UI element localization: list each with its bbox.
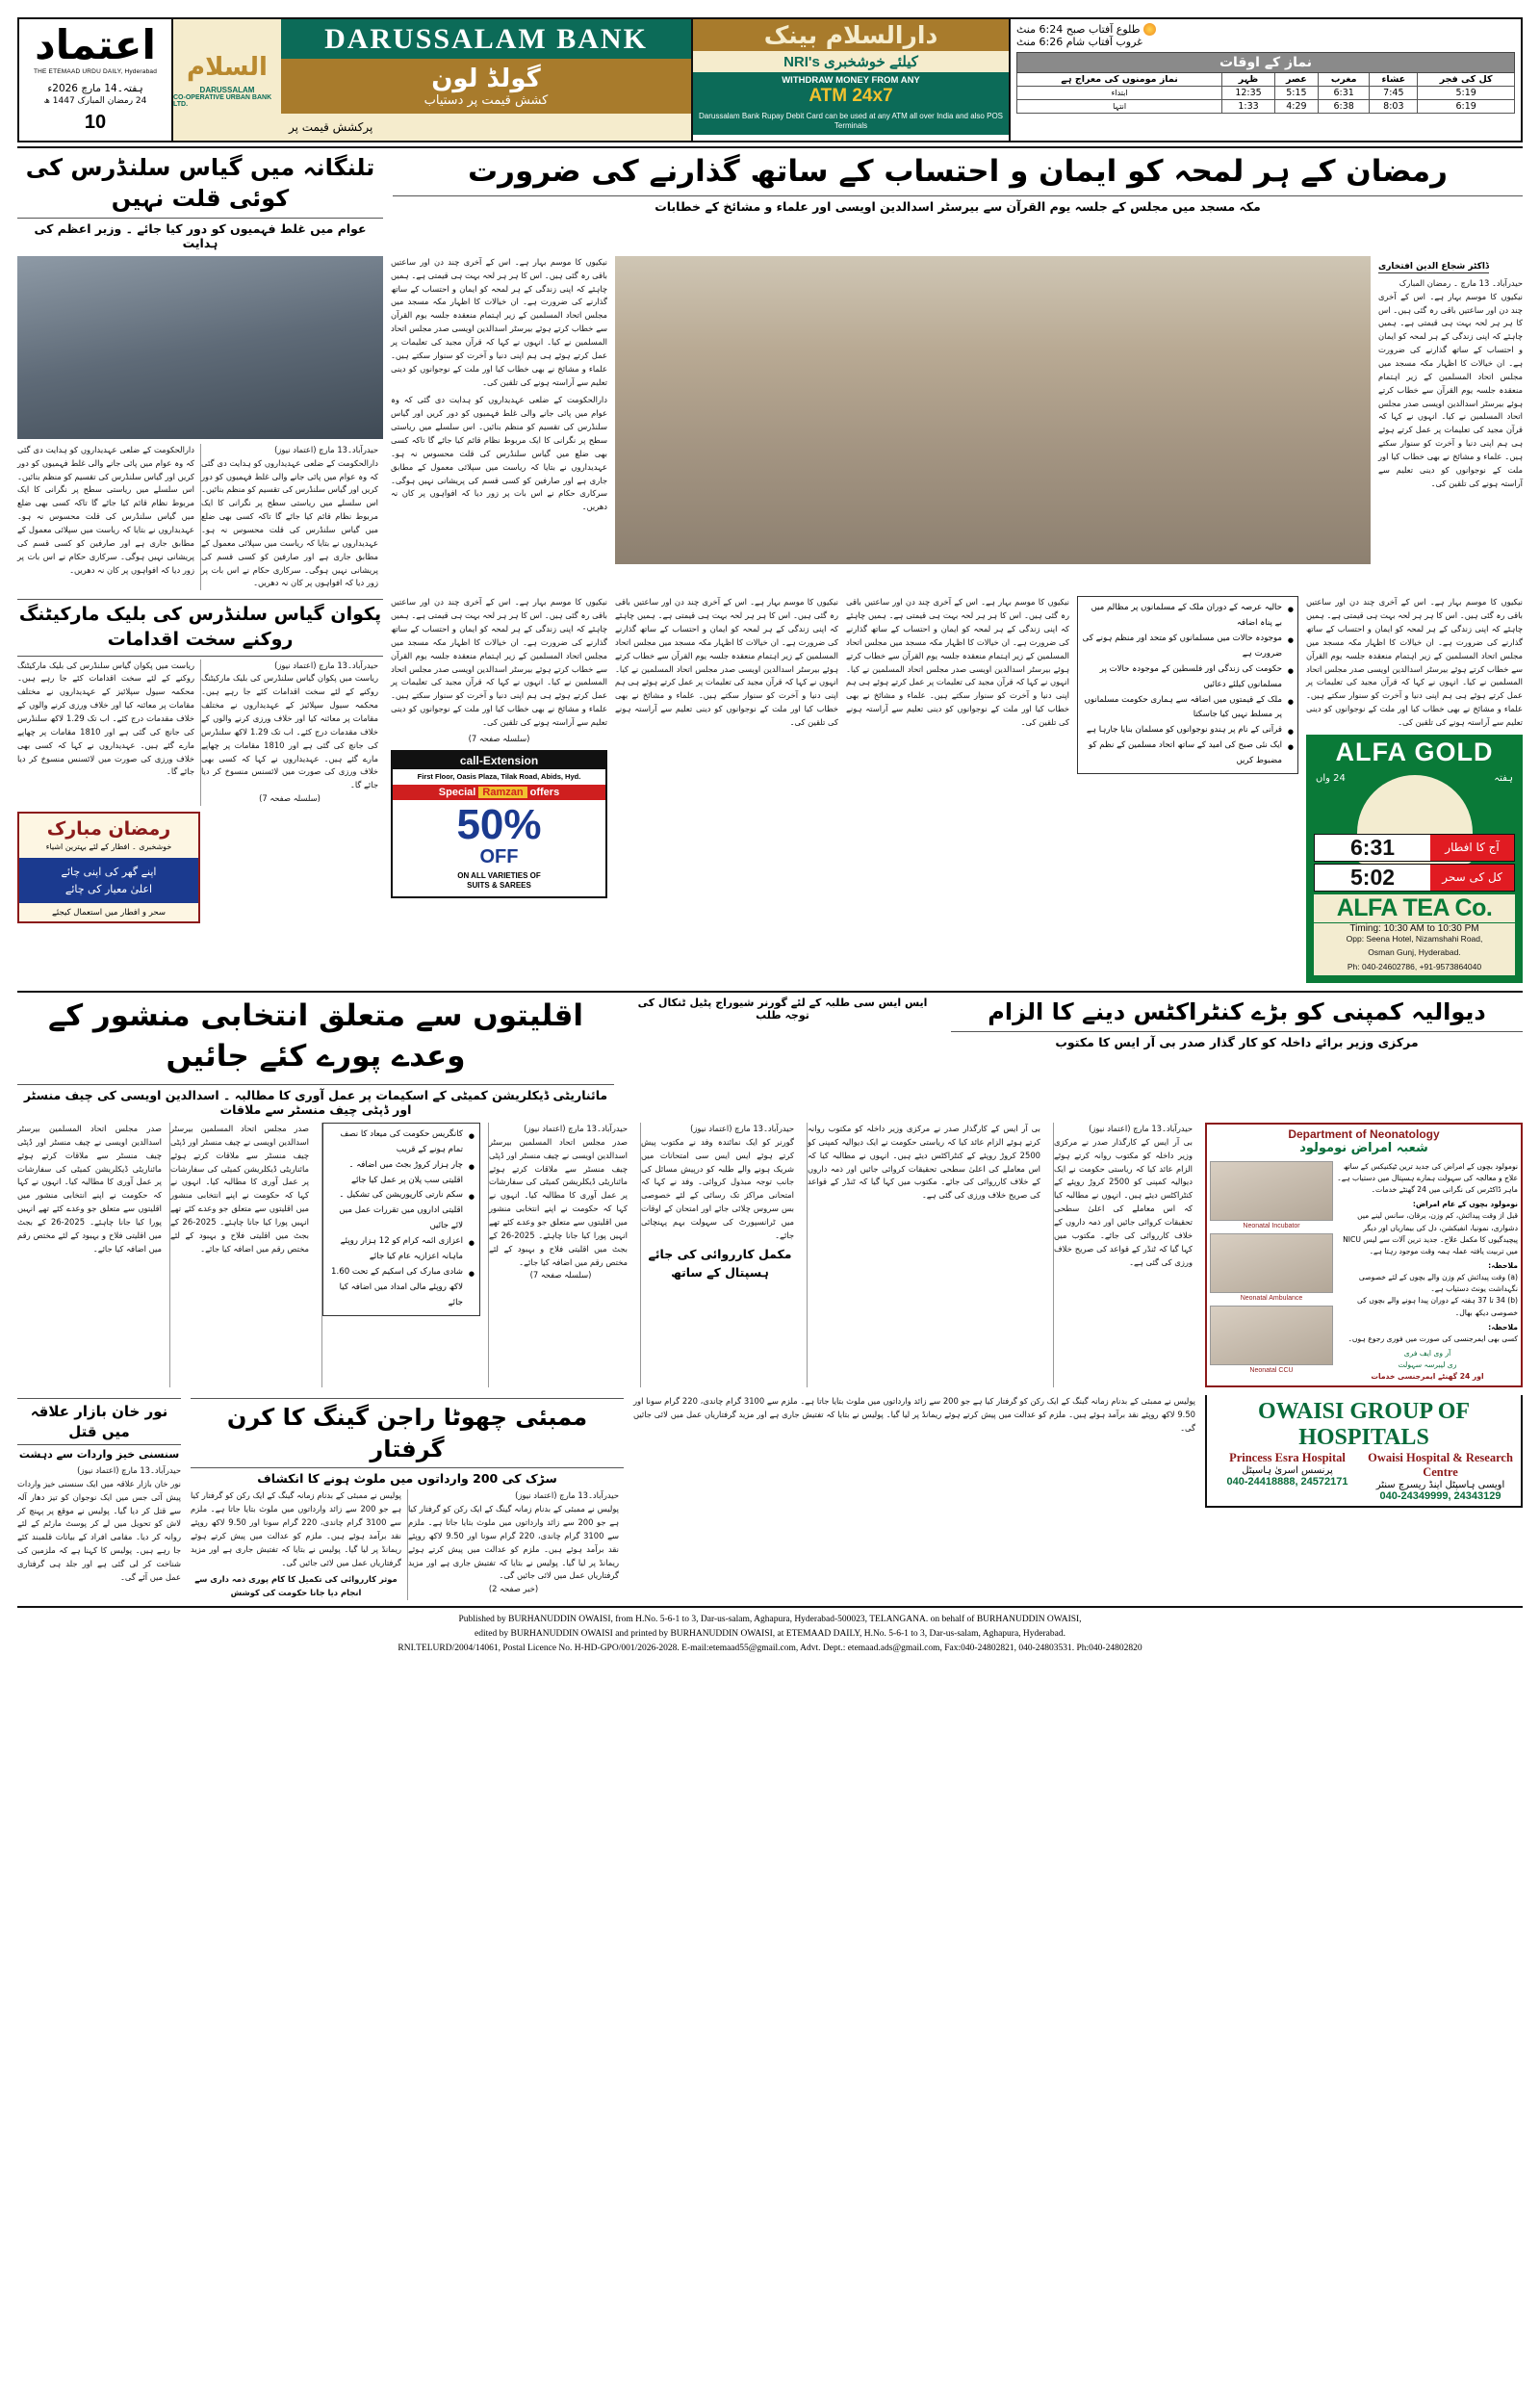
left-column-group [17, 256, 383, 590]
m-bullet-1: ● چار ہزار کروڑ بجٹ میں اضافہ ۔ اقلیتی سب پلان پر عمل کیا جائے [327, 1158, 475, 1189]
bullet-2: ● حکومت کی زندگی اور فلسطین کے موجودہ حالات پر مسلمانوں کیلئے دعائیں [1082, 662, 1294, 693]
alfa-gold-title: ALFA GOLD [1308, 737, 1521, 769]
alfa-iftar-label: آج کا افطار [1430, 835, 1514, 861]
manifesto-body-b: صدر مجلس اتحاد المسلمین بیرسٹر اسدالدین اویسی نے چیف منسٹر اور ڈپٹی چیف منسٹر سے ملاقات کرتے ہوئے مائناریٹی ڈیکلریشن کمیٹی کی سفارشات پر عمل آوری کا مطالبہ کیا۔ انہوں نے کہا کہ حکومت نے اپنے انتخابی منشور میں اقلیتوں سے متعلق جو وعدے کئے تھے انہیں پورا کیا جانا چاہئے۔ 2025-26 کے بجٹ میں اقلیتی فلاح و بہبود کے لئے مختص رقم میں اضافہ کیا جائے۔ [170, 1123, 309, 1254]
main-byline: ڈاکٹر شجاع الدین افتخاری [1378, 261, 1489, 272]
issue-date-hijri: 24 رمضان المبارک 1447 ھ [43, 96, 147, 106]
bank-content [281, 19, 691, 141]
cell-r1-c3: 4:29 [1274, 100, 1318, 114]
ramzan-ad-sub: خوشخبری ۔ افطار کے لئے بہترین اشیاء [45, 841, 172, 851]
ad-neonatology[interactable] [1205, 1123, 1523, 1388]
gas-headline-block [17, 152, 383, 250]
sun-icon [1143, 23, 1156, 36]
neo-line-a: (a) وقت پیدائش کم وزن والے بچوں کے لئے خصوصی نگہداشت یونٹ دستیاب ہے۔ [1358, 1273, 1518, 1294]
gas-story-columns [17, 444, 383, 590]
sale-band-mid: Ramzan [478, 787, 526, 798]
hospital-1-name: Princess Esra Hospital [1229, 1451, 1346, 1465]
filler-text-1: پولیس نے ممبئی کے بدنام زمانہ گینگ کے ایک رکن کو گرفتار کیا ہے جو 200 سے زائد وارداتوں میں ملوث بتایا جاتا ہے۔ ملزم سے 3100 گرام چاندی، 220 گرام سونا اور 9.50 لاکھ روپئے نقد برآمد ہوئے ہیں۔ ملزم کو عدالت میں پیش کرتے ہوئے ریمانڈ پر لیا گیا۔ پولیس نے بتایا کہ تفتیش جاری ہے اور مزید گرفتاریاں عمل میں لائی جائیں گی۔ [633, 1396, 1195, 1434]
bank-logo-en-1: DARUSSALAM [199, 85, 255, 94]
gang-col-1 [191, 1489, 401, 1600]
gang-subhead: سڑک کی 200 وارداتوں میں ملوث ہونے کا انکشاف [257, 1471, 557, 1487]
cell-r0-c2: 6:31 [1318, 87, 1369, 100]
governor-col [640, 1123, 799, 1388]
neo-line-b: (b) 34 تا 37 ہفتہ کے دوران پیدا ہونے والے بچوں کی خصوصی دیکھ بھال۔ [1356, 1296, 1518, 1317]
alfa-iftar-row [1314, 834, 1515, 862]
manifesto-headline-wrap [17, 996, 614, 1077]
blackmarket-headline[interactable]: پکوان گیاس سلنڈرس کی بلیک مارکیٹنگ روکنے سخت اقدامات [18, 604, 382, 650]
sale-ad-foot [393, 868, 605, 896]
governor-kicker-wrap [624, 996, 941, 1077]
gold-loan-sub: کشش قیمت پر دستیاب [424, 93, 549, 108]
sale-brand-text: call-Extension [459, 753, 539, 767]
manifesto-body-d: صدر مجلس اتحاد المسلمین بیرسٹر اسدالدین اویسی نے چیف منسٹر اور ڈپٹی چیف منسٹر سے ملاقات کرتے ہوئے مائناریٹی ڈیکلریشن کمیٹی کی سفارشات پر عمل آوری کا مطالبہ کیا۔ انہوں نے کہا کہ حکومت نے اپنے انتخابی منشور میں اقلیتوں سے متعلق جو وعدے کئے تھے انہیں پورا کیا جانا چاہئے۔ 2025-26 کے بجٹ میں اقلیتی فلاح و بہبود کے لئے مختص رقم میں اضافہ کیا جائے۔ [489, 1136, 628, 1267]
right-text-col-2 [846, 596, 1069, 983]
ad-ramzan-mubarak[interactable] [17, 812, 200, 923]
manifesto-col-b [169, 1123, 314, 1388]
neo-head-2: ملاحظہ: [1488, 1261, 1518, 1271]
bm-body-2: ریاست میں پکوان گیاس سلنڈرس کی بلیک مارکیٹنگ روکنے کے لئے سخت اقدامات کئے جا رہے ہیں۔ محکمہ سیول سپلائیز کے عہدیداروں نے مختلف مقامات پر معائنہ کیا اور خلاف ورزی کرنے والوں کے خلاف مقدمات درج کئے۔ اب تک 1.29 لاکھ سلنڈرس کی جانچ کی گئی ہے اور 1810 مقامات پر چھاپے مارے گئے ہیں۔ عہدیداروں نے کہا کہ کسی بھی خلاف ورزی کی صورت میں لائسنس منسوخ کر دیا جائے گا۔ [201, 673, 378, 790]
bullet-4: ● قرآنی کے نام پر ہندو نوجوانوں کو مسلمان بنایا جارہا ہے [1082, 723, 1294, 738]
ramzan-ad-blue-2: اعلیٰ معیار کی چائے [64, 882, 153, 895]
gang-col-2 [407, 1489, 624, 1600]
bullet-0: ● حالیہ عرصہ کے دوران ملک کے مسلمانوں پر مظالم میں بے پناہ اضافہ [1082, 601, 1294, 632]
neo-cap-1: Neonatal Incubator [1243, 1222, 1300, 1229]
hospital-ad-col [1205, 1123, 1523, 1388]
neo-intro: نومولود بچوں کے امراض کی جدید ترین ٹیکنیکس کے ساتھ علاج و معالجہ کی سہولت ہمارے ہسپتال میں دستیاب ہے۔ ماہر ڈاکٹرس کی نگرانی میں 24 گھنٹے خدمات۔ [1337, 1161, 1518, 1195]
footer-line-3: RNI.TELURD/2004/14061, Postal Licence No. H-HD-GPO/001/2026-2028. E-mail:etemaad55@gmail.com, Advt. Dept.: etemaad.ads@gmail.com, Fax:040-24802821, 040-24803531. Ph:040-24802820 [398, 1643, 1142, 1653]
manifesto-subhead: مائناریٹی ڈیکلریشن کمیٹی کے اسکیمات پر عمل آوری کا مطالبہ ۔ اسدالدین اویسی کی چیف منسٹر اور ڈپٹی چیف منسٹر سے ملاقات [23, 1087, 608, 1117]
contractor-dateline: حیدرآباد۔13 مارچ (اعتماد نیوز) [1089, 1123, 1193, 1133]
m-bullet-4: ● شادی مبارک کی اسکیم کے تحت 1.60 لاکھ روپئے مالی امداد میں اضافہ کیا جائے [327, 1265, 475, 1311]
rupay-card-text: Darussalam Bank Rupay Debit Card can be used at any ATM all over India and also POS Terminals [693, 110, 1009, 135]
sale-ad-off: OFF [479, 845, 519, 867]
cell-r0-c3: 5:15 [1274, 87, 1318, 100]
bank-logo-arabic: السلام [187, 52, 268, 82]
sale-ad-brand [393, 752, 605, 769]
bank-name: DARUSSALAM BANK [281, 19, 691, 59]
ad-darussalam-atm[interactable] [693, 19, 1011, 141]
sale-foot-1: ON ALL VARIETIES OF [457, 870, 541, 880]
main-headline-block [393, 152, 1523, 250]
gang-block [191, 1395, 624, 1600]
prayer-table-title: نماز کے اوقات [1017, 53, 1515, 73]
cell-r1-c1: 8:03 [1370, 100, 1418, 114]
issue-date-gregorian: ہفتہ۔14 مارچ 2026ء [47, 83, 143, 94]
mid-text-cont: نیکیوں کا موسم بہار ہے۔ اس کے آخری چند دن اور ساعتیں باقی رہ گئی ہیں۔ اس کا ہر ہر لحہ بہت ہی قیمتی ہے۔ ہمیں چاہئے کہ اپنی زندگی کے ہر لمحہ کو ایمان و احتساب کے ساتھ گذارنے کی ضرورت ہے۔ ان خیالات کا اظہار مکہ مسجد میں مجلس اتحاد المسلمین کے زیر اہتمام منعقدہ جلسہ یوم القرآن سے خطاب کرتے ہوئے بیرسٹر اسدالدین اویسی صدر مجلس اتحاد المسلمین نے کیا۔ انہوں نے کہا کہ قرآن مجید کی تعلیمات پر عمل کرتے ہوئے ہی ہم اپنی دنیا و آخرت کو سنوار سکتے ہیں۔ علماء و مشائخ نے بھی خطاب کیا اور ملت کے نوجوانوں کو دینی تعلیم سے آراستہ ہونے کی تلقین کی۔ [391, 597, 607, 727]
manifesto-bullets-col [321, 1123, 480, 1388]
gas-dateline: حیدرآباد۔13 مارچ (اعتماد نیوز) [274, 444, 378, 454]
prayer-row-end [1017, 100, 1515, 114]
cell-r0-c1: 7:45 [1370, 87, 1418, 100]
prayer-times-table [1016, 52, 1515, 114]
alfa-sehar-time: 5:02 [1315, 865, 1430, 891]
main-body-right: نیکیوں کا موسم بہار ہے۔ اس کے آخری چند دن اور ساعتیں باقی رہ گئی ہیں۔ اس کا ہر ہر لحہ بہت ہی قیمتی ہے۔ ہمیں چاہئے کہ اپنی زندگی کے ہر لمحہ کو ایمان و احتساب کے ساتھ گذارنے کی ضرورت ہے۔ ان خیالات کا اظہار مکہ مسجد میں مجلس اتحاد المسلمین کے زیر اہتمام منعقدہ جلسہ یوم القرآن سے خطاب کرتے ہوئے بیرسٹر اسدالدین اویسی صدر مجلس اتحاد المسلمین نے کیا۔ انہوں نے کہا کہ قرآن مجید کی تعلیمات پر عمل کرتے ہوئے ہی ہم اپنی دنیا و آخرت کو سنوار سکتے ہیں۔ علماء و مشائخ نے بھی خطاب کیا اور ملت کے نوجوانوں کو دینی تعلیم سے آراستہ ہونے کی تلقین کی۔ [1378, 291, 1523, 488]
alfa-col [1306, 596, 1523, 983]
contractor-subhead: مرکزی وزیر برائے داخلہ کو کار گذار صدر بی آر ایس کا مکتوب [1055, 1034, 1419, 1049]
ramzan-ad-blue [19, 858, 198, 903]
neo-head-1: نومولود بچوں کے عام امراض: [1412, 1200, 1518, 1209]
bullet-3: ● ملک کے قیمتوں میں اضافہ سے ہماری حکومت مسلمانوں پر مسلط نہیں کیا جاسکتا [1082, 693, 1294, 724]
blackmarket-block [17, 596, 383, 983]
third-band [17, 996, 1523, 1077]
atm-block [693, 72, 1009, 110]
gas-subhead: عوام میں غلط فہمیوں کو دور کیا جائے ۔ وزیر اعظم کی ہدایت [34, 220, 367, 250]
middle-second-band [391, 596, 607, 983]
murder-subhead: سنسنی خیز واردات سے دہشت [18, 1447, 180, 1461]
mid-page-divider [17, 991, 1523, 993]
owaisi-group-title: OWAISI GROUP OF HOSPITALS [1257, 1399, 1471, 1451]
sale-ad-band [393, 785, 605, 800]
gang-dateline: حیدرآباد۔13 مارچ (اعتماد نیوز) [515, 1490, 619, 1501]
neo-dept-ur: شعبہ امراض نومولود [1299, 1140, 1428, 1155]
manifesto-col-a [17, 1123, 162, 1388]
ad-ramzan-sale[interactable] [391, 750, 607, 898]
ad-alfa-gold[interactable] [1306, 735, 1523, 983]
alfa-times [1314, 834, 1515, 892]
hospital-2 [1364, 1451, 1517, 1502]
right-second-band [615, 596, 1523, 983]
manifesto-dateline: حیدرآباد۔13 مارچ (اعتماد نیوز) [524, 1123, 628, 1133]
bullets-col [1077, 596, 1298, 983]
manifesto-body-a: صدر مجلس اتحاد المسلمین بیرسٹر اسدالدین اویسی نے چیف منسٹر اور ڈپٹی چیف منسٹر سے ملاقات کرتے ہوئے مائناریٹی ڈیکلریشن کمیٹی کی سفارشات پر عمل آوری کا مطالبہ کیا۔ انہوں نے کہا کہ حکومت نے اپنے انتخابی منشور میں اقلیتوں سے متعلق جو وعدے کئے تھے انہیں پورا کیا جانا چاہئے۔ 2025-26 کے بجٹ میں اقلیتی فلاح و بہبود کے لئے مختص رقم میں اضافہ کیا جائے۔ [17, 1123, 162, 1254]
fourth-band [17, 1395, 1523, 1600]
nri-label: NRI's کیلئے خوشخبری [693, 51, 1009, 72]
murder-block [17, 1395, 181, 1600]
page-footer [17, 1606, 1523, 1655]
right-text-col-1 [615, 596, 838, 983]
gang-headline[interactable]: ممبئی چھوٹا راجن گینگ کا کرن گرفتار [226, 1404, 588, 1462]
ad-darussalam-bank[interactable] [173, 19, 693, 141]
hospital-1-urdu: پرنسس اسریٰ ہاسپٹل [1242, 1465, 1333, 1477]
cell-r0-c0: 5:19 [1418, 87, 1515, 100]
gas-body-1: دارالحکومت کے ضلعی عہدیداروں کو ہدایت دی گئی کہ وہ عوام میں پائی جانے والی غلط فہمیوں کو دور کریں اور گیاس سلنڈرس کی تقسیم کو منظم بنائیں۔ اس سلسلے میں ریاستی سطح پر نگرانی کا ایک مربوط نظام قائم کیا جائے گا تاکہ کسی بھی ضلع میں گیاس سلنڈرس کی قلت محسوس نہ ہو۔ عہدیداروں نے بتایا کہ ریاست میں سپلائی معمول کے مطابق جاری ہے اور صارفین کو کسی قسم کی پریشانی نہیں ہوگی۔ سرکاری حکام نے اس بات پر زور دیا کہ افواہوں پر کان نہ دھریں۔ [17, 444, 194, 575]
sale-foot-2: SUITS & SAREES [467, 881, 531, 891]
neo-head-3: ملاحظہ: [1488, 1322, 1518, 1332]
contractor-col-2 [1053, 1123, 1197, 1388]
murder-body: نور خان بازار علاقہ میں ایک سنسنی خیز واردات پیش آئی جس میں ایک نوجوان کو تیز دھار آلہ سے قتل کر دیا گیا۔ پولیس نے موقع پر پہنچ کر لاش کو تحویل میں لے کر پوسٹ مارٹم کے لئے روانہ کر دیا۔ مقامی افراد کے بیانات قلمبند کئے جا رہے ہیں۔ پولیس کا کہنا ہے کہ ملزمین کی شناخت کر لی گئی ہے اور جلد ہی گرفتاری عمل میں آئے گی۔ [17, 1478, 181, 1582]
alfa-inner [1308, 769, 1521, 981]
main-dateline: حیدرآباد۔ 13 مارچ ۔ رمضان المبارک [1399, 277, 1523, 288]
atm-line-2: ATM 24x7 [808, 86, 893, 106]
page-number: 10 [84, 112, 107, 133]
m-bullet-0: ● کانگریس حکومت کی میعاد کا نصف تمام ہونے کے قریب [327, 1127, 475, 1158]
sunrise-row [1016, 23, 1515, 36]
governor-sub: مکمل کارروائی کی جائے [648, 1246, 792, 1261]
gas-body-2: دارالحکومت کے ضلعی عہدیداروں کو ہدایت دی گئی کہ وہ عوام میں پائی جانے والی غلط فہمیوں کو دور کریں اور گیاس سلنڈرس کی تقسیم کو منظم بنائیں۔ اس سلسلے میں ریاستی سطح پر نگرانی کا ایک مربوط نظام قائم کیا جائے گا تاکہ کسی بھی ضلع میں گیاس سلنڈرس کی قلت محسوس نہ ہو۔ عہدیداروں نے بتایا کہ ریاست میں سپلائی معمول کے مطابق جاری ہے اور صارفین کو کسی قسم کی پریشانی نہیں ہوگی۔ سرکاری حکام نے اس بات پر زور دیا کہ افواہوں پر کان نہ دھریں۔ [201, 457, 378, 588]
manifesto-sub-wrap [17, 1081, 614, 1117]
governor-sub2: ہسپتال کے ساتھ [671, 1264, 769, 1280]
alfa-address-1: Opp: Seena Hotel, Nizamshahi Road, [1314, 934, 1515, 947]
top-content-grid [17, 256, 1523, 590]
cell-r1-c0: 6:19 [1418, 100, 1515, 114]
footer-line-2: edited by BURHANUDDIN OWAISI and printed by BURHANUDDIN OWAISI, at ETEMAAD DAILY, H.No. 5-6-1 to 3, Dar-us-salam, Aghapura, Hyderabad. [475, 1628, 1065, 1639]
contractor-body-1: بی آر ایس کے کارگذار صدر نے مرکزی وزیر داخلہ کو مکتوب روانہ کرتے ہوئے الزام عائد کیا کہ ریاستی حکومت نے ایک دیوالیہ کمپنی کو 2500 کروڑ روپئے کے کنٹراکٹس دیئے ہیں۔ انہوں نے مطالبہ کیا کہ اس معاملے کی اعلیٰ سطحی تحقیقات کروائی جائیں اور ذمہ داروں کے خلاف کارروائی کی جائے۔ مکتوب میں کہا گیا کہ ٹنڈر کے قواعد کی صریح خلاف ورزی کی گئی ہے۔ [808, 1123, 1040, 1201]
sale-ad-percent: 50% [456, 800, 542, 848]
alfa-tea-name: ALFA TEA Co. [1314, 894, 1515, 922]
main-photo-and-text [615, 256, 1523, 590]
neo-cap-2: Neonatal Ambulance [1240, 1294, 1303, 1302]
main-body-a: نیکیوں کا موسم بہار ہے۔ اس کے آخری چند دن اور ساعتیں باقی رہ گئی ہیں۔ اس کا ہر ہر لحہ بہت ہی قیمتی ہے۔ ہمیں چاہئے کہ اپنی زندگی کے ہر لمحہ کو ایمان و احتساب کے ساتھ گذارنے کی ضرورت ہے۔ ان خیالات کا اظہار مکہ مسجد میں مجلس اتحاد المسلمین کے زیر اہتمام منعقدہ جلسہ یوم القرآن سے خطاب کرتے ہوئے بیرسٹر اسدالدین اویسی صدر مجلس اتحاد المسلمین نے کیا۔ انہوں نے کہا کہ قرآن مجید کی تعلیمات پر عمل کرتے ہوئے ہی ہم اپنی دنیا و آخرت کو سنوار سکتے ہیں۔ علماء و مشائخ نے بھی خطاب کیا اور ملت کے نوجوانوں کو دینی تعلیم سے آراستہ ہونے کی تلقین کی۔ [391, 256, 607, 387]
owaisi-group-col [1205, 1395, 1523, 1600]
main-bullets-box [1077, 596, 1298, 774]
right-body-1: نیکیوں کا موسم بہار ہے۔ اس کے آخری چند دن اور ساعتیں باقی رہ گئی ہیں۔ اس کا ہر ہر لحہ بہت ہی قیمتی ہے۔ ہمیں چاہئے کہ اپنی زندگی کے ہر لمحہ کو ایمان و احتساب کے ساتھ گذارنے کی ضرورت ہے۔ ان خیالات کا اظہار مکہ مسجد میں مجلس اتحاد المسلمین کے زیر اہتمام منعقدہ جلسہ یوم القرآن سے خطاب کرتے ہوئے بیرسٹر اسدالدین اویسی صدر مجلس اتحاد المسلمین نے کیا۔ انہوں نے کہا کہ قرآن مجید کی تعلیمات پر عمل کرتے ہوئے ہی ہم اپنی دنیا و آخرت کو سنوار سکتے ہیں۔ علماء و مشائخ نے بھی خطاب کیا اور ملت کے نوجوانوں کو دینی تعلیم سے آراستہ ہونے کی تلقین کی۔ [615, 597, 838, 727]
prayer-col-5: نماز مومنوں کی معراج ہے [1017, 73, 1222, 87]
neo-line-c: کسی بھی ایمرجنسی کی صورت میں فوری رجوع ہوں۔ [1348, 1333, 1518, 1343]
alfa-sehar-row [1314, 864, 1515, 892]
alfa-week: ہفتہ [1494, 772, 1513, 784]
main-subhead: مکہ مسجد میں مجلس کے جلسہ یوم القرآن سے بیرسٹر اسدالدین اویسی اور علماء و مشائخ کے خطابات [654, 198, 1261, 214]
prayer-col-2: مغرب [1318, 73, 1369, 87]
manifesto-bullets-box [322, 1123, 480, 1316]
bm-col-2 [200, 660, 383, 806]
ds-arabic-title: دارالسلام بینک [693, 19, 1009, 51]
logo-arabic-title: اعتماد [35, 21, 156, 68]
gang-body-2: پولیس نے ممبئی کے بدنام زمانہ گینگ کے ایک رکن کو گرفتار کیا ہے جو 200 سے زائد وارداتوں میں ملوث بتایا جاتا ہے۔ ملزم سے 3100 گرام چاندی، 220 گرام سونا اور 9.50 لاکھ روپئے نقد برآمد ہوئے ہیں۔ ملزم کو عدالت میں پیش کرتے ہوئے ریمانڈ پر لیا گیا۔ پولیس نے بتایا کہ تفتیش جاری ہے اور مزید گرفتاریاں عمل میں لائی جائیں گی۔ [408, 1504, 620, 1581]
ramzan-ad-title: رمضان مبارک [46, 817, 171, 840]
sunrise-text: طلوع آفتاب صبح 6:24 منٹ [1016, 23, 1141, 36]
sunset-text: غروب آفتاب شام 6:26 منٹ [1016, 36, 1142, 48]
photo-wrap [615, 256, 1371, 564]
second-band [17, 596, 1523, 983]
photo-neonatal-ambulance [1210, 1233, 1333, 1293]
main-story-text-left [391, 256, 607, 590]
bullet-1: ● موجودہ حالات میں مسلمانوں کو متحد اور منظم ہونے کی ضرورت ہے [1082, 632, 1294, 662]
murder-headline[interactable]: نور خان بازار علاقہ میں قتل [30, 1403, 168, 1440]
hospital-1 [1211, 1451, 1364, 1502]
prayer-row-start [1017, 87, 1515, 100]
prayer-col-3: عصر [1274, 73, 1318, 87]
blackmarket-cols [17, 660, 383, 806]
alfa-col-text: نیکیوں کا موسم بہار ہے۔ اس کے آخری چند دن اور ساعتیں باقی رہ گئی ہیں۔ اس کا ہر ہر لحہ بہت ہی قیمتی ہے۔ ہمیں چاہئے کہ اپنی زندگی کے ہر لمحہ کو ایمان و احتساب کے ساتھ گذارنے کی ضرورت ہے۔ ان خیالات کا اظہار مکہ مسجد میں مجلس اتحاد المسلمین کے زیر اہتمام منعقدہ جلسہ یوم القرآن سے خطاب کرتے ہوئے بیرسٹر اسدالدین اویسی صدر مجلس اتحاد المسلمین نے کیا۔ انہوں نے کہا کہ قرآن مجید کی تعلیمات پر عمل کرتے ہوئے ہی ہم اپنی دنیا و آخرت کو سنوار سکتے ہیں۔ علماء و مشائخ نے بھی خطاب کیا اور ملت کے نوجوانوں کو دینی تعلیم سے آراستہ ہونے کی تلقین کی۔ [1306, 597, 1523, 727]
prayer-col-1: عشاء [1370, 73, 1418, 87]
governor-dateline: حیدرآباد۔13 مارچ (اعتماد نیوز) [690, 1123, 794, 1133]
neo-text [1337, 1161, 1518, 1384]
bank-logo [173, 19, 281, 141]
hospital-2-urdu: اویسی ہاسپٹل اینڈ ریسرچ سنٹر [1375, 1480, 1505, 1491]
neo-images [1210, 1161, 1333, 1384]
owaisi-hospitals-row [1211, 1451, 1517, 1502]
sale-band-left: Special [438, 786, 476, 798]
m-bullet-3: ● اعزازی ائمہ کرام کو 12 ہزار روپئے ماہانہ اعزازیہ عام کیا جائے [327, 1234, 475, 1265]
third-band-body [17, 1123, 1523, 1388]
photo-row [615, 256, 1523, 564]
cell-r0-c4: 12:35 [1222, 87, 1275, 100]
gold-loan-price-note: پرکشش قیمت پر [281, 114, 691, 141]
hospital-1-phone[interactable]: 040-24418888, 24572171 [1226, 1476, 1348, 1488]
masthead-logo-block [19, 19, 173, 141]
neo-feat-1: آر وی ایف فری [1403, 1349, 1451, 1359]
main-right-col [1378, 256, 1523, 564]
logo-english-subtitle: THE ETEMAAD URDU DAILY, Hyderabad [33, 68, 158, 75]
manifesto-col-d [488, 1123, 632, 1388]
gas-headline[interactable]: تلنگانہ میں گیاس سلنڈرس کی کوئی قلت نہیں [25, 154, 375, 213]
prayer-table-header-row [1017, 73, 1515, 87]
alfa-iftar-time: 6:31 [1315, 835, 1430, 861]
top-headline-band [17, 152, 1523, 250]
neo-feat-3: اور 24 گھنٹے ایمرجنسی خدمات [1371, 1372, 1484, 1382]
ad-owaisi-group[interactable] [1205, 1395, 1523, 1508]
alfa-phone[interactable]: Ph: 040-24602786, +91-9573864040 [1314, 962, 1515, 975]
photo-neonatal-incubator [1210, 1161, 1333, 1221]
m-bullet-2: ● سکم نارتی کارپوریشن کی تشکیل ۔ اقلیتی اداروں میں تقررات عمل میں لائے جائیں [327, 1188, 475, 1234]
atm-line-1: WITHDRAW MONEY FROM ANY [782, 75, 920, 86]
prayer-col-0: کل کی فجر [1418, 73, 1515, 87]
sale-ad-address: First Floor, Oasis Plaza, Tilak Road, Abids, Hyd. [417, 771, 581, 781]
cell-r1-label: انتہا [1017, 100, 1222, 114]
cell-r1-c4: 1:33 [1222, 100, 1275, 114]
gang-body-1: پولیس نے ممبئی کے بدنام زمانہ گینگ کے ایک رکن کو گرفتار کیا ہے جو 200 سے زائد وارداتوں میں ملوث بتایا جاتا ہے۔ ملزم سے 3100 گرام چاندی، 220 گرام سونا اور 9.50 لاکھ روپئے نقد برآمد ہوئے ہیں۔ ملزم کو عدالت میں پیش کرتے ہوئے ریمانڈ پر لیا گیا۔ پولیس نے بتایا کہ تفتیش جاری ہے اور مزید گرفتاریاں عمل میں لائی جائیں گی۔ [191, 1490, 402, 1567]
photo-government-meeting [17, 256, 383, 439]
murder-dateline: حیدرآباد۔13 مارچ (اعتماد نیوز) [77, 1464, 181, 1475]
cell-r0-label: ابتداء [1017, 87, 1222, 100]
gang-continue[interactable]: (خبر صفحہ 2) [488, 1584, 539, 1594]
alfa-timing: Timing: 10:30 AM to 10:30 PM [1314, 922, 1515, 934]
gang-cols [191, 1489, 624, 1600]
third-band-sub [17, 1081, 1523, 1117]
governor-kicker: ایس ایس سی طلبہ کے لئے گورنر شیوراج پٹیل ٹنکال کی توجہ طلب [637, 996, 928, 1022]
right-body-2: نیکیوں کا موسم بہار ہے۔ اس کے آخری چند دن اور ساعتیں باقی رہ گئی ہیں۔ اس کا ہر ہر لحہ بہت ہی قیمتی ہے۔ ہمیں چاہئے کہ اپنی زندگی کے ہر لمحہ کو ایمان و احتساب کے ساتھ گذارنے کی ضرورت ہے۔ ان خیالات کا اظہار مکہ مسجد میں مجلس اتحاد المسلمین کے زیر اہتمام منعقدہ جلسہ یوم القرآن سے خطاب کرتے ہوئے بیرسٹر اسدالدین اویسی صدر مجلس اتحاد المسلمین نے کیا۔ انہوں نے کہا کہ قرآن مجید کی تعلیمات پر عمل کرتے ہوئے ہی ہم اپنی دنیا و آخرت کو سنوار سکتے ہیں۔ علماء و مشائخ نے بھی خطاب کیا اور ملت کے نوجوانوں کو دینی تعلیم سے آراستہ ہونے کی تلقین کی۔ [846, 597, 1069, 727]
sale-band-right: offers [529, 786, 560, 798]
contractor-col-1 [807, 1123, 1045, 1388]
manifesto-headline[interactable]: اقلیتوں سے متعلق انتخابی منشور کے وعدے پورے کئے جائیں [47, 998, 584, 1074]
neo-dept-en: Department of Neonatology [1288, 1126, 1440, 1141]
ramzan-ad-blue-1: اپنے گھر کی اپنی چائے [61, 865, 157, 878]
masthead-divider [17, 146, 1523, 148]
main-body-a2: دارالحکومت کے ضلعی عہدیداروں کو ہدایت دی گئی کہ وہ عوام میں پائی جانے والی غلط فہمیوں کو دور کریں اور گیاس سلنڈرس کی تقسیم کو منظم بنائیں۔ اس سلسلے میں ریاستی سطح پر نگرانی کا ایک مربوط نظام قائم کیا جائے گا تاکہ کسی بھی ضلع میں گیاس سلنڈرس کی قلت محسوس نہ ہو۔ عہدیداروں نے بتایا کہ ریاست میں سپلائی معمول کے مطابق جاری ہے اور صارفین کو کسی قسم کی پریشانی نہیں ہوگی۔ سرکاری حکام نے اس بات پر زور دیا کہ افواہوں پر کان نہ دھریں۔ [391, 395, 607, 512]
ramzan-ad-foot: سحر و افطار میں استعمال کیجئے [51, 908, 167, 919]
alfa-roza-num: 24 واں [1316, 772, 1346, 784]
fourth-band-filler [633, 1395, 1195, 1600]
bm-col-1 [17, 660, 194, 806]
photo-masjid-gathering [615, 256, 1371, 564]
neo-body [1207, 1158, 1521, 1386]
sunset-row [1016, 36, 1515, 48]
footer-line-1: Published by BURHANUDDIN OWAISI, from H.No. 5-6-1 to 3, Dar-us-salam, Aghapura, Hyderabad-500023, TELANGANA. on behalf of BURHANUDDIN OWAISI, [458, 1615, 1082, 1625]
prayer-times-panel [1011, 19, 1521, 141]
governor-body: گورنر کو ایک نمائندہ وفد نے مکتوب پیش کرتے ہوئے ایس ایس سی امتحانات میں شریک ہونے والے طلبہ کو درپیش مسائل کی جانب توجہ مبذول کروائی۔ وفد نے کہا کہ امتحانی مراکز تک رسائی کے لئے خصوصی بس سروس چلائی جائے اور امتحان کے اوقات میں ٹرانسپورٹ کی سہولت بہم پہنچائی جائے۔ [641, 1136, 794, 1240]
alfa-roza-row [1314, 773, 1515, 784]
mid-continue[interactable]: (سلسلہ صفحہ 7) [468, 733, 530, 743]
gold-loan-title: گولڈ لون [431, 65, 541, 93]
bm-continue[interactable]: (سلسلہ صفحہ 7) [259, 793, 321, 804]
cell-r1-c2: 6:38 [1318, 100, 1369, 114]
masthead [17, 17, 1523, 142]
main-headline[interactable]: رمضان کے ہر لمحہ کو ایمان و احتساب کے ساتھ گذارنے کی ضرورت [468, 154, 1448, 189]
bm-dateline: حیدرآباد۔13 مارچ (اعتماد نیوز) [274, 660, 378, 670]
alfa-sehar-label: کل کی سحر [1430, 865, 1514, 891]
hospital-2-phone[interactable]: 040-24349999, 24343129 [1379, 1490, 1502, 1503]
bank-logo-en-2: CO-OPERATIVE URBAN BANK LTD. [173, 93, 272, 108]
contractor-body-2: بی آر ایس کے کارگذار صدر نے مرکزی وزیر داخلہ کو مکتوب روانہ کرتے ہوئے الزام عائد کیا کہ ریاستی حکومت نے ایک دیوالیہ کمپنی کو 2500 کروڑ روپئے کے کنٹراکٹس دیئے ہیں۔ انہوں نے مطالبہ کیا کہ اس معاملے کی اعلیٰ سطحی تحقیقات کروائی جائیں اور ذمہ داروں کے خلاف کارروائی کی جائے۔ مکتوب میں کہا گیا کہ ٹنڈر کے قواعد کی صریح خلاف ورزی کی گئی ہے۔ [1054, 1136, 1193, 1267]
photo-neonatal-ccu [1210, 1306, 1333, 1365]
gold-loan-block [281, 59, 691, 114]
neo-lines-1: قبل از وقت پیدائش، کم وزن، یرقان، سانس لینے میں دشواری، نمونیا، انفیکشن، دل کی بیماریاں اور دیگر پیچیدگیوں کا مکمل علاج۔ جدید ترین آلات سے لیس NICU میں تربیت یافتہ عملہ ہمہ وقت موجود رہتا ہے۔ [1343, 1211, 1518, 1255]
neo-cap-3: Neonatal CCU [1249, 1366, 1294, 1374]
alfa-address-2: Osman Gunj, Hyderabad. [1314, 947, 1515, 961]
neo-feat-2: ری لیبرسہ سہولت [1398, 1360, 1457, 1370]
bullet-5: ● ایک نئی صبح کی امید کے ساتھ اتحاد مسلمین کے نظم کو مضبوط کریں [1082, 738, 1294, 769]
gang-tail: موثر کارروائی کی تکمیل کا کام پوری ذمہ داری سے انجام دیا جانا حکومت کی کوشش [194, 1574, 398, 1598]
contractor-headline[interactable]: دیوالیہ کمپنی کو بڑے کنٹراکٹس دینے کا الزام [988, 998, 1486, 1026]
prayer-col-4: ظہر [1222, 73, 1275, 87]
gas-col-1 [17, 444, 194, 590]
contractor-headline-wrap [951, 996, 1523, 1077]
gas-col-2 [200, 444, 383, 590]
manifesto-continue[interactable]: (سلسلہ صفحہ 7) [529, 1270, 592, 1281]
hospital-2-name: Owaisi Hospital & Research Centre [1368, 1451, 1513, 1480]
bm-body-1: ریاست میں پکوان گیاس سلنڈرس کی بلیک مارکیٹنگ روکنے کے لئے سخت اقدامات کئے جا رہے ہیں۔ محکمہ سیول سپلائیز کے عہدیداروں نے مختلف مقامات پر معائنہ کیا اور خلاف ورزی کرنے والوں کے خلاف مقدمات درج کئے۔ اب تک 1.29 لاکھ سلنڈرس کی جانچ کی گئی ہے اور 1810 مقامات پر چھاپے مارے گئے ہیں۔ عہدیداروں نے کہا کہ کسی بھی خلاف ورزی کی صورت میں لائسنس منسوخ کر دیا جائے گا۔ [17, 660, 194, 777]
